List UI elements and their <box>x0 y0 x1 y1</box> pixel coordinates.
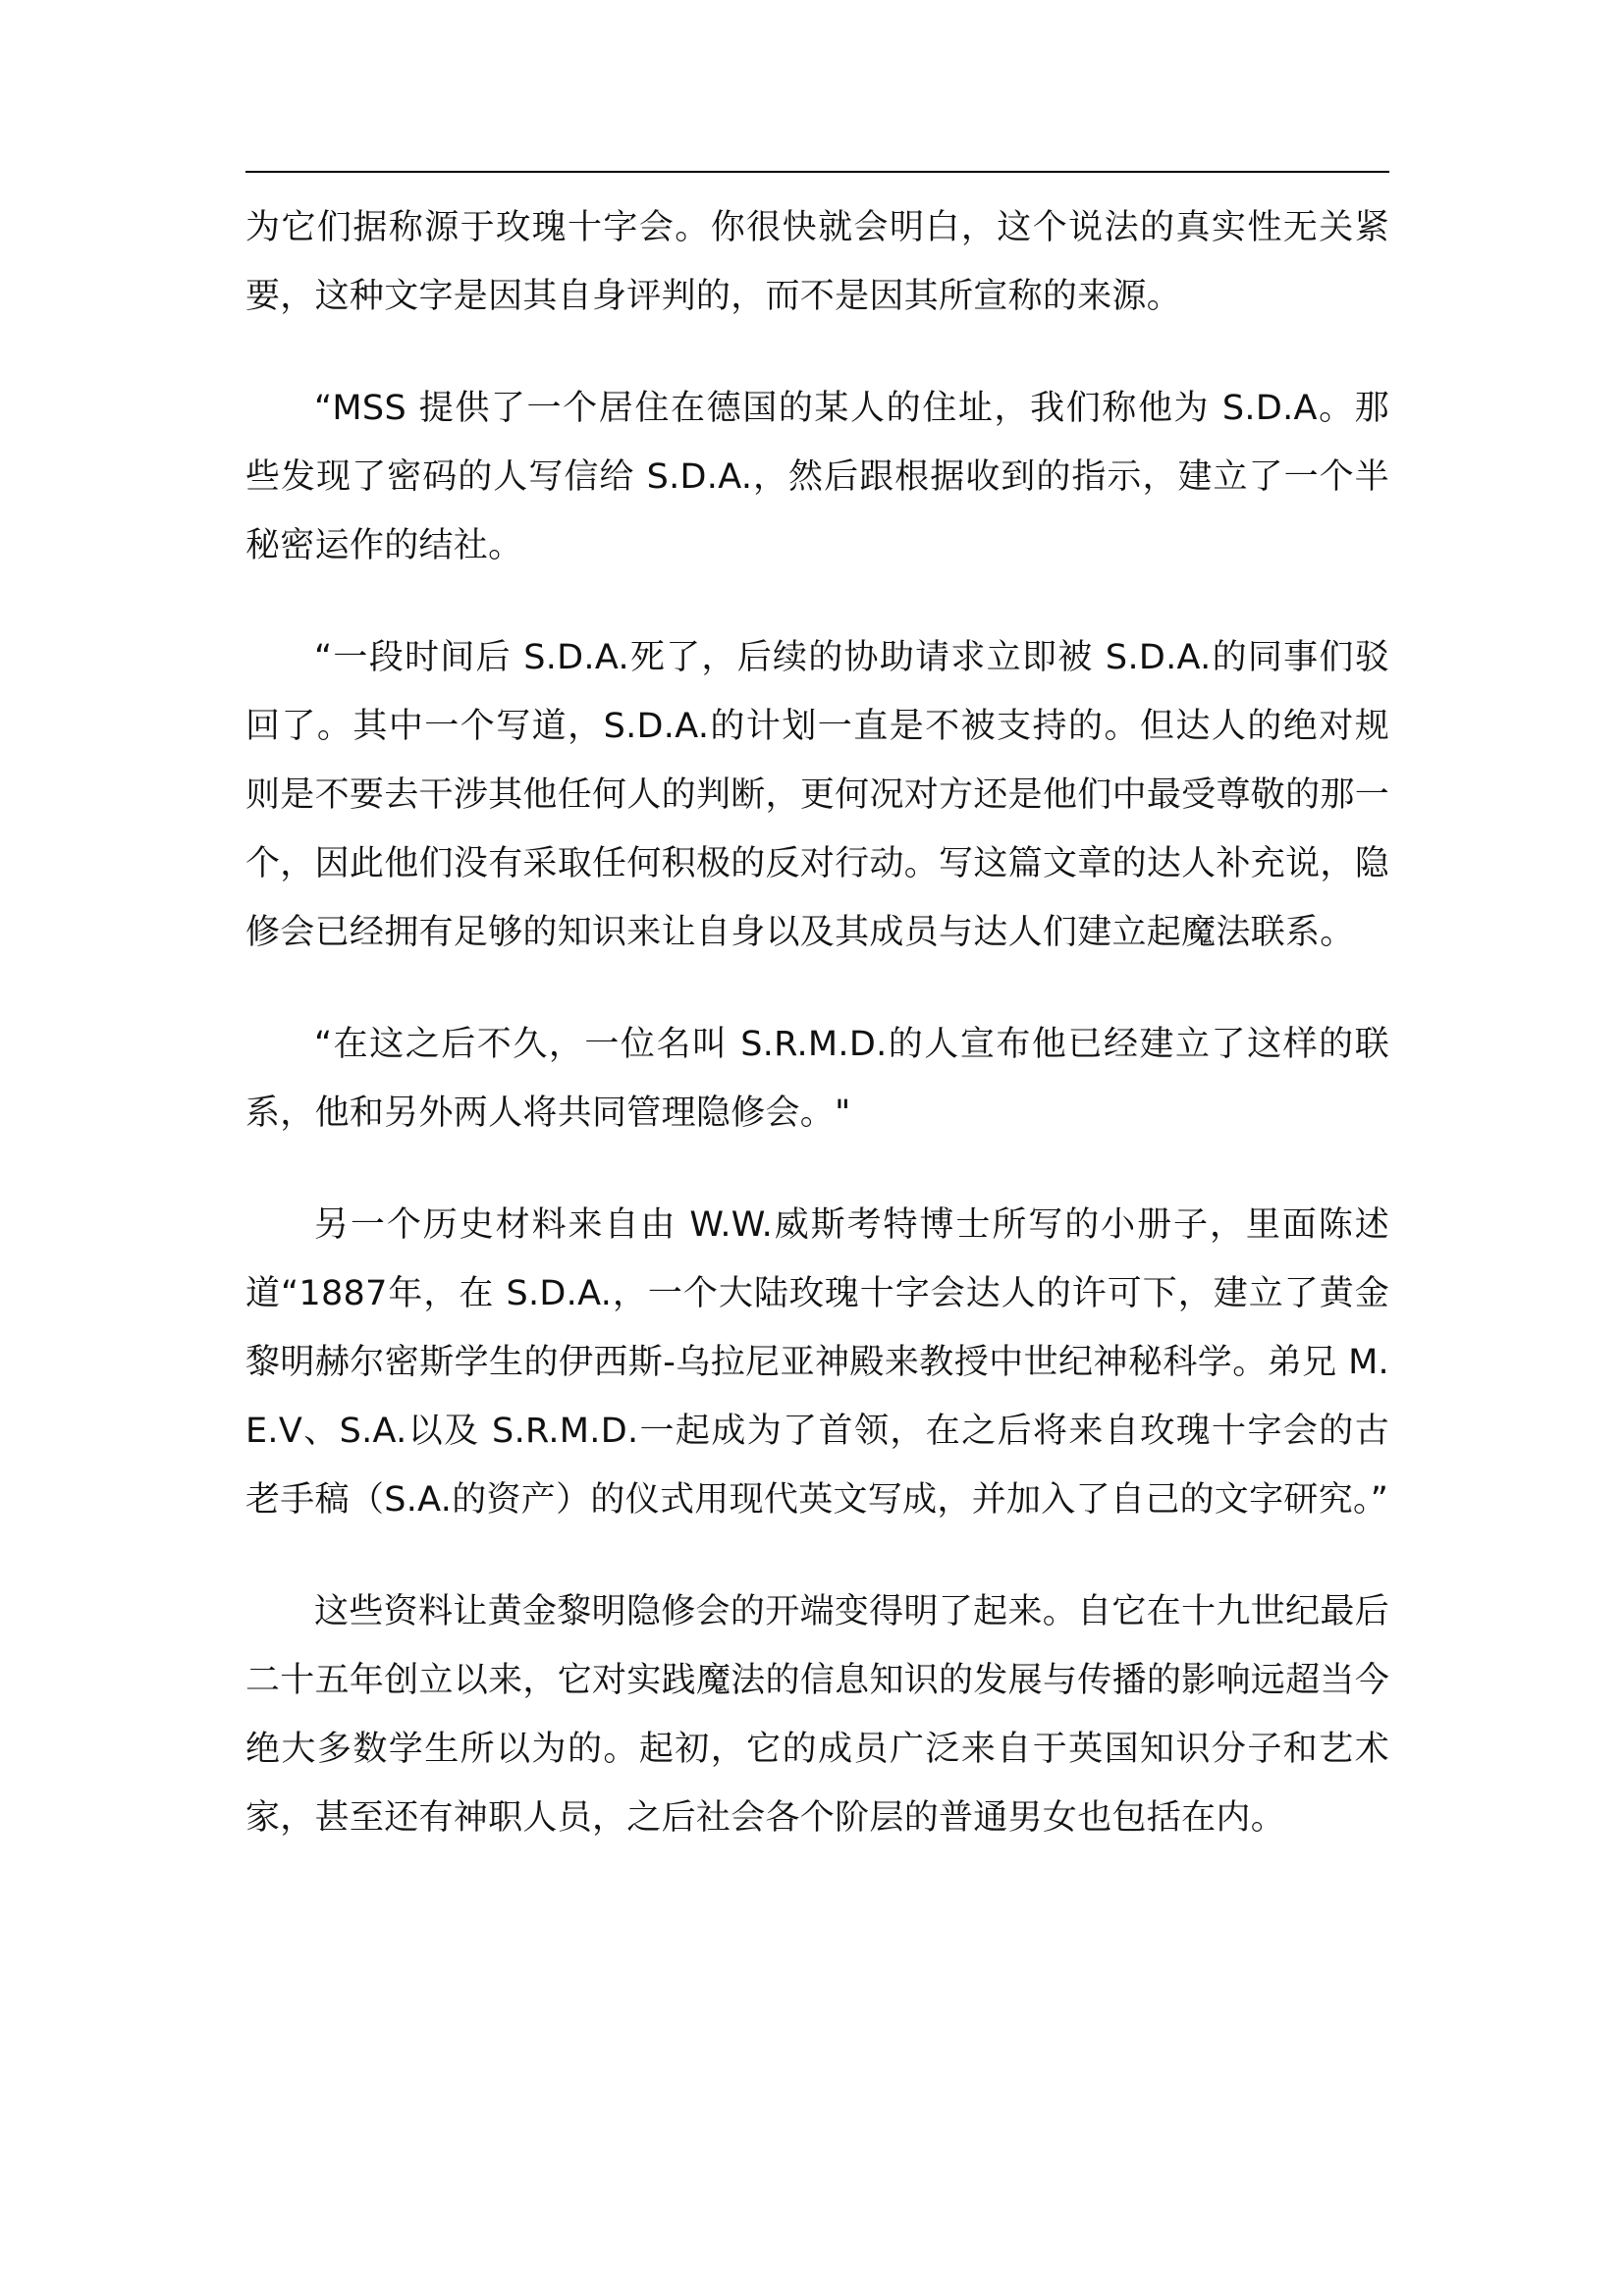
paragraph-3: “一段时间后 S.D.A.死了，后续的协助请求立即被 S.D.A.的同事们驳回了。其中一个写道，S.D.A.的计划一直是不被支持的。但达人的绝对规则是不要去干涉其他任何人的判断，更何况对方还是他们中最受尊敬的那一个，因此他们没有采取任何积极的反对行动。写这篇文章的达人补充说，隐修会已经拥有足够的知识来让自身以及其成员与达人们建立起魔法联系。 <box>245 638 1389 952</box>
body-text <box>245 193 1389 1896</box>
paragraph-6: 这些资料让黄金黎明隐修会的开端变得明了起来。自它在十九世纪最后二十五年创立以来，它对实践魔法的信息知识的发展与传播的影响远超当今绝大多数学生所以为的。起初，它的成员广泛来自于英国知识分子和艺术家，甚至还有神职人员，之后社会各个阶层的普通男女也包括在内。 <box>245 1592 1389 1838</box>
paragraph-2: “MSS 提供了一个居住在德国的某人的住址，我们称他为 S.D.A。那些发现了密码的人写信给 S.D.A.，然后跟根据收到的指示，建立了一个半秘密运作的结社。 <box>245 389 1389 565</box>
paragraph-1: 为它们据称源于玫瑰十字会。你很快就会明白，这个说法的真实性无关紧要，这种文字是因其自身评判的，而不是因其所宣称的来源。 <box>245 208 1389 316</box>
paragraph-5: 另一个历史材料来自由 W.W.威斯考特博士所写的小册子，里面陈述道“1887年，在 S.D.A.，一个大陆玫瑰十字会达人的许可下，建立了黄金黎明赫尔密斯学生的伊西斯-乌拉尼亚神殿来教授中世纪神秘科学。弟兄 M.E.V、S.A.以及 S.R.M.D.一起成为了首领，在之后将来自玫瑰十字会的古老手稿（S.A.的资产）的仪式用现代英文写成，并加入了自己的文字研究。” <box>245 1205 1389 1520</box>
paragraph-4: “在这之后不久，一位名叫 S.R.M.D.的人宣布他已经建立了这样的联系，他和另外两人将共同管理隐修会。" <box>245 1025 1389 1133</box>
header-rule <box>245 171 1389 173</box>
